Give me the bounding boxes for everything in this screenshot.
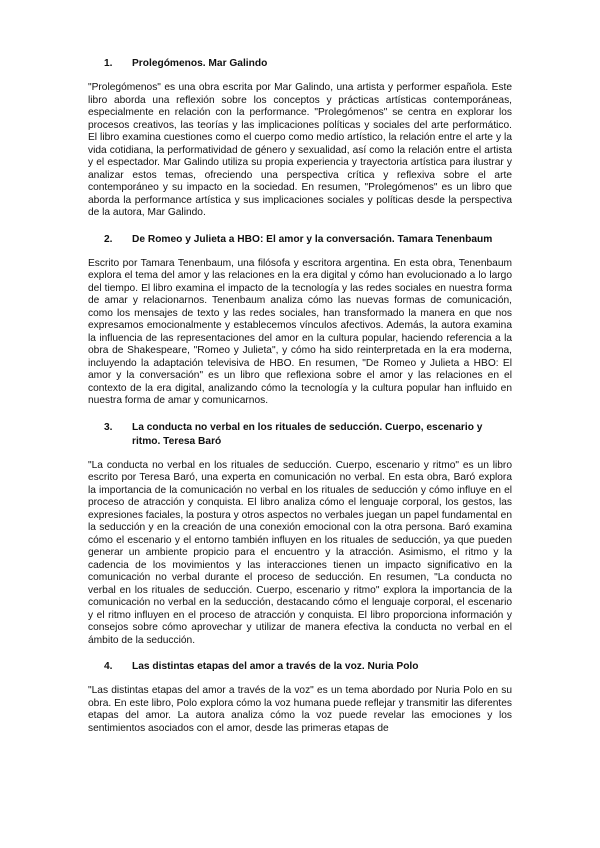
section-heading <box>88 233 512 247</box>
section-heading <box>88 660 512 674</box>
section-title: Prolegómenos. Mar Galindo <box>132 58 268 69</box>
section-4 <box>88 660 512 735</box>
section-number: 3. <box>104 421 113 433</box>
document-body <box>88 57 512 748</box>
section-number: 4. <box>104 661 113 672</box>
section-2 <box>88 233 512 408</box>
section-paragraph: Escrito por Tamara Tenenbaum, una filósofa y escritora argentina. En esta obra, Tenenbaum explora el tema del amor y las relaciones en la era digital y cómo han evolucionado a lo largo del tiempo. El libro examina el impacto de la tecnología y las redes sociales en nuestra forma de amar y relacionarnos. Tenenbaum analiza cómo las nuevas formas de comunicación, como los mensajes de texto y las redes sociales, han transformado la manera en que nos expresamos emocionalmente y establecemos vínculos afectivos. Además, la autora examina la influencia de las representaciones del amor en la cultura popular, haciendo referencia a la obra de Shakespeare, "Romeo y Julieta", y cómo ha sido reinterpretada en la era moderna, incluyendo la adaptación televisiva de HBO. En resumen, "De Romeo y Julieta a HBO: El amor y la conversación" es un libro que reflexiona sobre el amor y las relaciones en el contexto de la era digital, analizando cómo la tecnología y la cultura popular han influido en nuestra forma de amar y comunicarnos. <box>88 257 512 406</box>
section-title: La conducta no verbal en los rituales de seducción. Cuerpo, escenario y ritmo. Teresa Baró <box>132 421 483 447</box>
section-number: 2. <box>104 233 113 245</box>
section-1 <box>88 57 512 220</box>
section-paragraph: "La conducta no verbal en los rituales de seducción. Cuerpo, escenario y ritmo" es un libro escrito por Teresa Baró, una experta en comunicación no verbal. En esta obra, Baró explora la importancia de la comunicación no verbal en los rituales de seducción y cómo influye en el proceso de atracción y conquista. El libro analiza cómo el lenguaje corporal, los gestos, las expresiones faciales, la postura y otros aspectos no verbales juegan un papel fundamental en la seducción y en la creación de una conexión emocional con la otra persona. Baró examina cómo el escenario y el entorno también influyen en los rituales de seducción, ya que pueden generar un ambiente propicio para el encuentro y la atracción. Asimismo, el ritmo y la cadencia de los movimientos y las interacciones tienen un impacto significativo en la comunicación no verbal durante el proceso de seducción. En resumen, "La conducta no verbal en los rituales de seducción. Cuerpo, escenario y ritmo" explora la importancia de la comunicación no verbal en la seducción, destacando cómo el lenguaje corporal, el escenario y el ritmo influyen en el proceso de atracción y conquista. El libro proporciona información y consejos sobre cómo aprovechar y utilizar de manera efectiva la conducta no verbal en el ámbito de la seducción. <box>88 459 512 646</box>
section-title: De Romeo y Julieta a HBO: El amor y la conversación. Tamara Tenenbaum <box>132 233 493 245</box>
section-3 <box>88 421 512 648</box>
section-title: Las distintas etapas del amor a través de la voz. Nuria Polo <box>132 661 419 672</box>
section-number: 1. <box>104 58 113 69</box>
section-heading <box>88 57 512 71</box>
section-heading <box>88 421 512 449</box>
section-paragraph: "Las distintas etapas del amor a través de la voz" es un tema abordado por Nuria Polo en su obra. En este libro, Polo explora cómo la voz humana puede reflejar y transmitir las diferentes etapas del amor. La autora analiza cómo la voz puede revelar las emociones y los sentimientos asociados con el amor, desde las primeras etapas de <box>88 685 512 734</box>
section-paragraph: "Prolegómenos" es una obra escrita por Mar Galindo, una artista y performer española. Este libro aborda una reflexión sobre los conceptos y prácticas artísticas contemporáneas, especialmente en relación con la performance. "Prolegómenos" se centra en explorar los procesos creativos, las teorías y las implicaciones políticas y sociales del arte performático. El libro examina cuestiones como el cuerpo como medio artístico, la relación entre el arte y la vida cotidiana, la performatividad de género y sexualidad, así como la relación entre el artista y el espectador. Mar Galindo utiliza su propia experiencia y trayectoria artística para ilustrar y analizar estos temas, ofreciendo una perspectiva crítica y reflexiva sobre el arte contemporáneo y su impacto en la sociedad. En resumen, "Prolegómenos" es un libro que aborda la performance artística y sus implicaciones sociales y políticas desde la perspectiva de la autora, Mar Galindo. <box>88 82 512 218</box>
